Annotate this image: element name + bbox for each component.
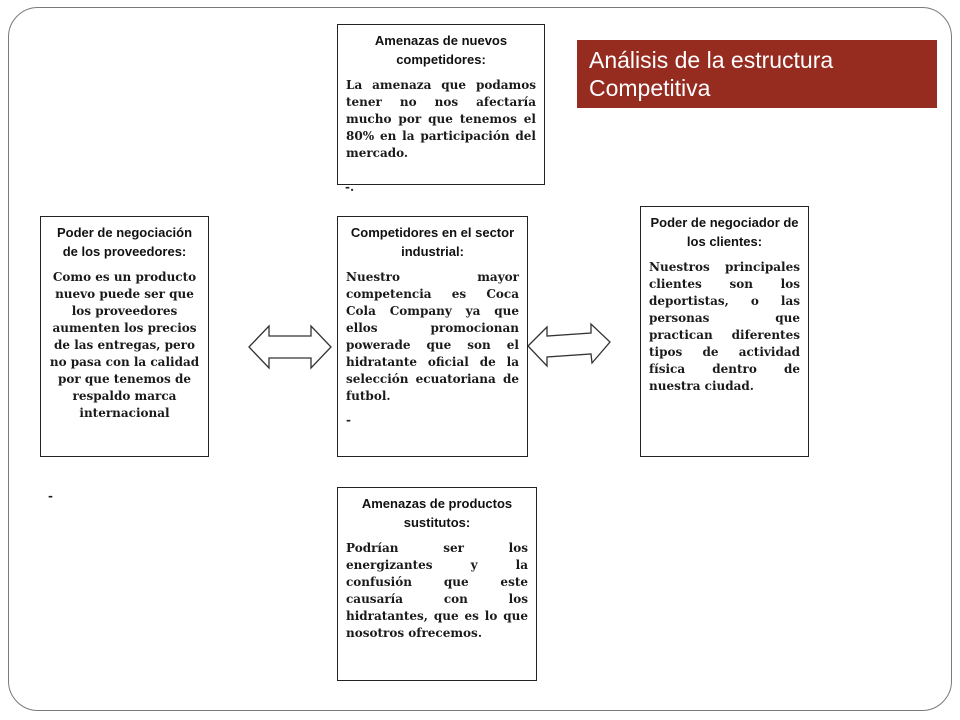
box-body: Podrían ser los energizantes y la confusión que este causaría con los hidratantes, que es lo que nosotros ofrecemos. [346,541,528,640]
box-threat-new-entrants [337,24,545,185]
box-trailing-dash: -. [345,180,355,194]
box-supplier-power [40,216,209,457]
box-threat-substitutes [337,487,537,681]
double-arrow-left-icon [248,322,332,372]
stray-dash: - [48,489,53,503]
box-title: Amenazas de productos sustitutos: [361,496,513,530]
box-industry-competitors [337,216,528,457]
box-title: Poder de negociador de los clientes: [650,215,799,249]
box-body: La amenaza que podamos tener no nos afectaría mucho por que tenemos el 80% en la participación del mercado. [346,78,536,160]
box-body: Nuestro mayor competencia es Coca Cola Company ya que ellos promocionan powerade que son el hidratante oficial de la selección ecuatoriana de futbol. [346,270,519,403]
box-buyer-power [640,206,809,457]
box-title: Competidores en el sector industrial: [350,225,515,259]
box-trailing-dash: - [346,413,351,427]
box-title: Amenazas de nuevos competidores: [374,33,508,67]
box-body: Nuestros principales clientes son los deportistas, o las personas que practican diferentes tipos de actividad física dentro de nuestra ciudad. [649,260,800,393]
double-arrow-right-icon [527,321,611,371]
box-title: Poder de negociación de los proveedores: [56,225,193,259]
box-body: Como es un producto nuevo puede ser que los proveedores aumenten los precios de las entregas, pero no pasa con la calidad por que tenemos de respaldo marca internacional [49,270,200,420]
page-title: Análisis de la estructura Competitiva [577,40,937,108]
